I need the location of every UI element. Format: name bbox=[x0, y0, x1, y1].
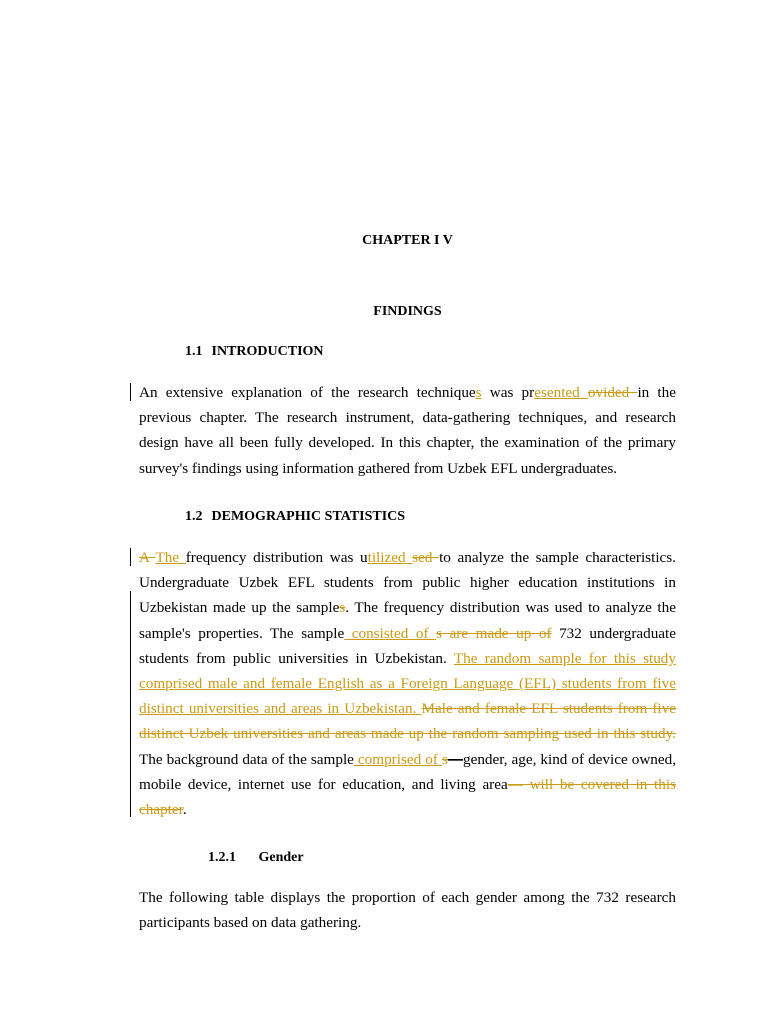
heading-number: 1.1 bbox=[185, 344, 203, 359]
deletion: s bbox=[441, 750, 448, 768]
intro-heading bbox=[185, 344, 324, 360]
insertion: consisted of bbox=[344, 624, 437, 642]
insertion: s bbox=[475, 384, 482, 401]
text-run: gender, age, kind of device owned, mobile device, internet use for education, and living area bbox=[139, 750, 677, 793]
change-bar bbox=[130, 383, 131, 401]
deletion: sed bbox=[412, 549, 440, 566]
demographic-paragraph bbox=[139, 545, 676, 822]
deletion: A bbox=[139, 549, 156, 566]
heading-title: Gender bbox=[258, 850, 304, 865]
heading-number: 1.2.1 bbox=[208, 850, 236, 865]
insertion: comprised of bbox=[353, 750, 442, 768]
deletion: Male and female EFL students from five distinct Uzbek universities and areas made up the random sampling used in this study. bbox=[139, 700, 676, 743]
text-run: to analyze the sample characteristics. Undergraduate Uzbek EFL students from public higher education institutions in Uzbekistan made up the sample bbox=[139, 549, 676, 617]
text-run: in the previous chapter. The research instrument, data-gathering techniques, and research design have all been fully developed. In this chapter, the examination of the primary survey's findings using information gathered from Uzbek EFL undergraduates. bbox=[139, 384, 676, 477]
insertion: tilized bbox=[367, 549, 413, 566]
intro-paragraph bbox=[139, 380, 676, 481]
insertion: esented bbox=[534, 384, 588, 401]
deletion: ovided bbox=[587, 384, 638, 401]
change-bar bbox=[130, 548, 131, 566]
demographic-heading bbox=[185, 509, 405, 525]
deletion: — will be covered in this chapter bbox=[139, 775, 676, 819]
text-run: . bbox=[182, 801, 187, 819]
deletion: s bbox=[339, 599, 346, 617]
gender-paragraph: The following table displays the proportion of each gender among the 732 research participants based on data gathering. bbox=[139, 889, 676, 932]
change-bar bbox=[130, 591, 131, 817]
gender-heading bbox=[208, 850, 304, 866]
text-run: frequency distribution was u bbox=[185, 549, 368, 566]
deletion: — bbox=[447, 750, 463, 768]
insertion: The random sample for this study comprised male and female English as a Foreign Language (EFL) students from five distinct universities and areas in Uzbekistan. bbox=[139, 649, 676, 718]
text-run: . The frequency distribution was used to analyze the sample's properties. The sample bbox=[139, 599, 676, 642]
text-run: was pr bbox=[481, 384, 535, 401]
heading-title: DEMOGRAPHIC STATISTICS bbox=[211, 509, 406, 524]
insertion: The bbox=[155, 549, 186, 566]
deletion: s are made up of bbox=[436, 624, 552, 642]
section-title: FINDINGS bbox=[373, 304, 442, 319]
chapter-title: CHAPTER I V bbox=[362, 233, 453, 248]
text-run: The background data of the sample bbox=[139, 750, 354, 768]
heading-title: INTRODUCTION bbox=[211, 344, 324, 359]
text-run: 732 undergraduate students from public universities in Uzbekistan. bbox=[139, 624, 677, 667]
heading-number: 1.2 bbox=[185, 509, 203, 524]
text-run: An extensive explanation of the research technique bbox=[139, 384, 476, 401]
